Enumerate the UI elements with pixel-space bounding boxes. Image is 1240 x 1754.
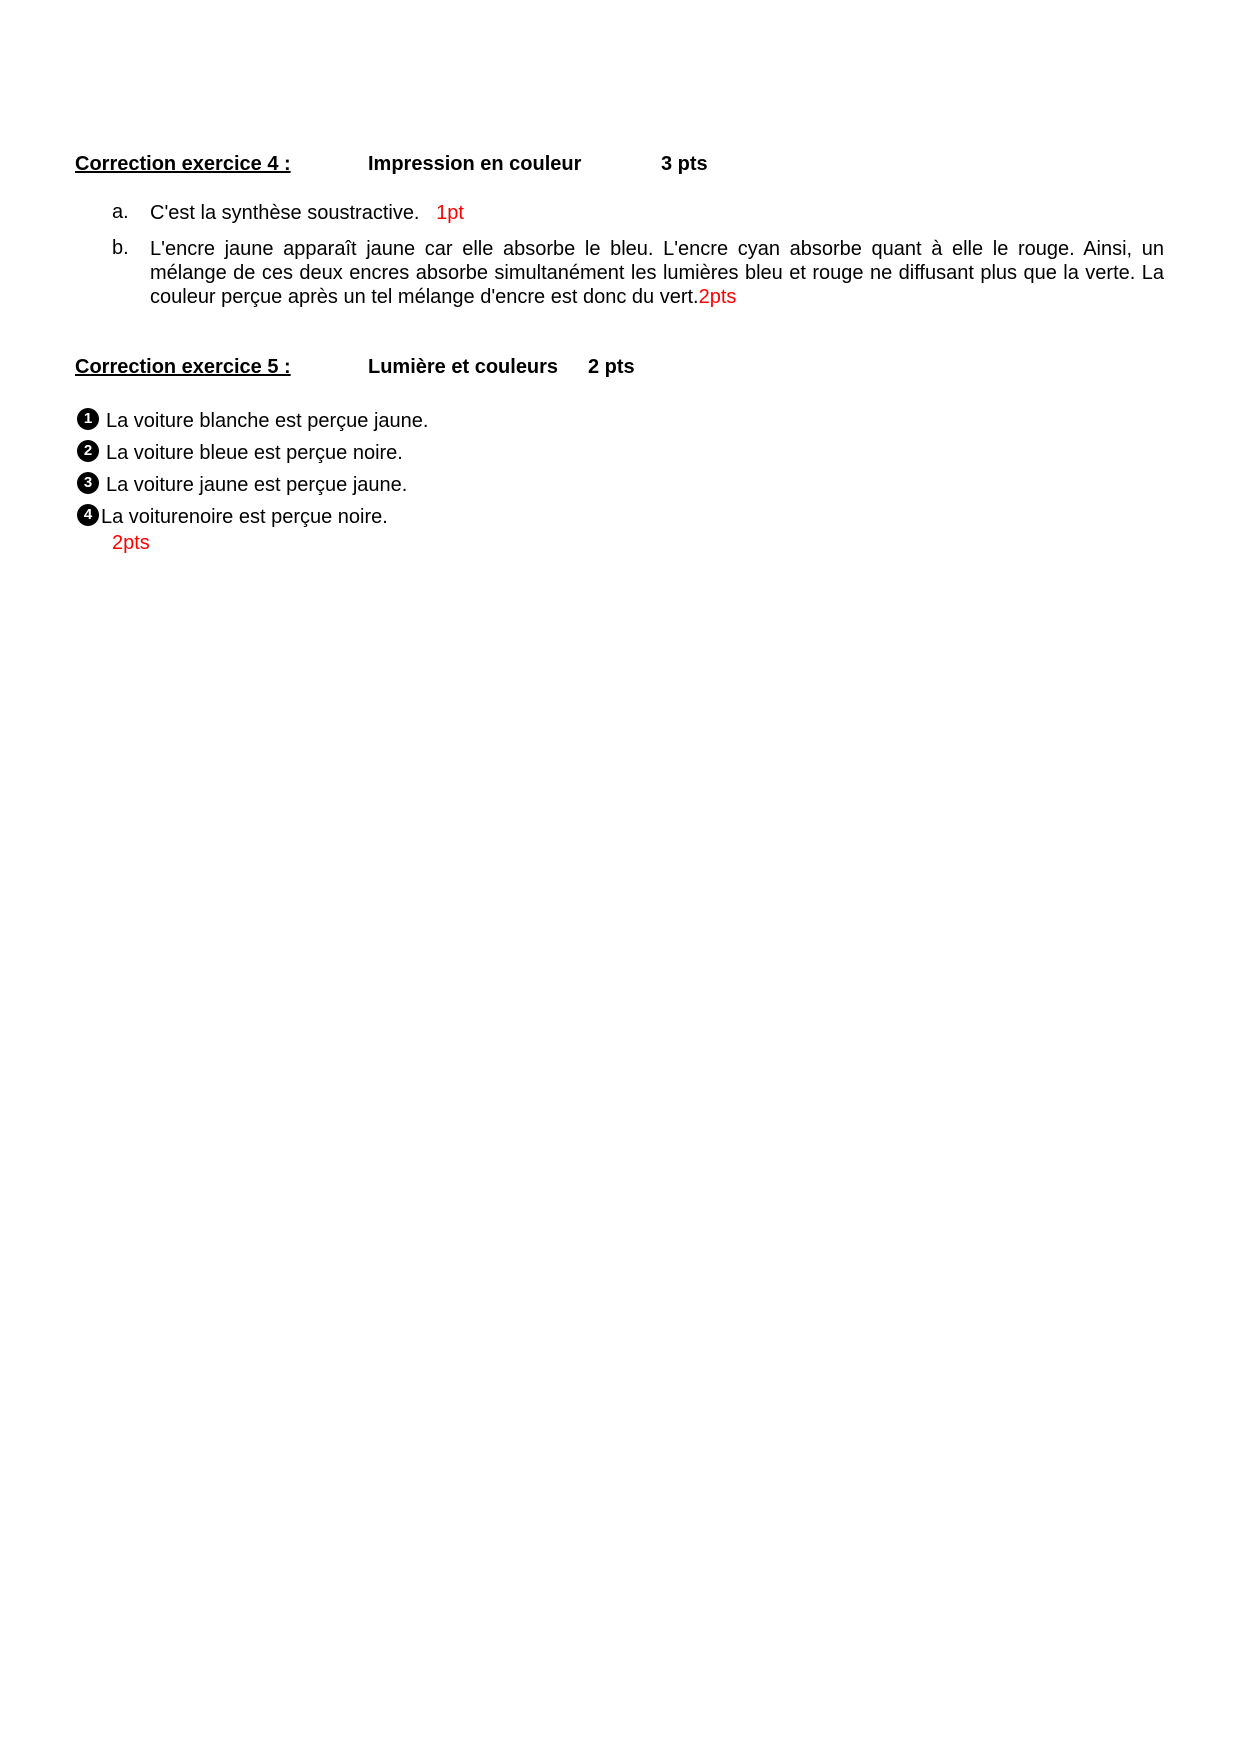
ex4-title: Correction exercice 4 : <box>75 153 291 175</box>
ex4-subject: Impression en couleur <box>368 153 582 175</box>
ex4-item-a-letter: a. <box>112 201 129 223</box>
ex5-score: 2pts <box>112 532 150 554</box>
ex4-item-a-score: 1pt <box>436 202 464 224</box>
ex5-item-3-text: La voiture jaune est perçue jaune. <box>106 474 408 496</box>
ex5-item-1-text: La voiture blanche est perçue jaune. <box>106 410 429 432</box>
ex5-subject: Lumière et couleurs <box>368 356 559 378</box>
ex5-item-2-text: La voiture bleue est perçue noire. <box>106 442 403 464</box>
number-3-icon: 3 <box>77 472 99 494</box>
number-4-icon: 4 <box>77 504 99 526</box>
ex4-points: 3 pts <box>661 153 708 175</box>
ex5-item-4-text: La voiturenoire est perçue noire. <box>101 506 388 528</box>
ex4-item-b-score: 2pts <box>698 286 737 308</box>
ex4-item-b-letter: b. <box>112 237 129 259</box>
ex4-item-a <box>150 201 1164 225</box>
number-1-icon: 1 <box>77 408 99 430</box>
ex4-item-b <box>150 237 1164 309</box>
ex4-item-b-text: L'encre jaune apparaît jaune car elle absorbe le bleu. L'encre cyan absorbe quant à elle le rouge. Ainsi, un mélange de ces deux encres absorbe simultanément les lumières bleu et rouge ne diffusant plus que la verte. La couleur perçue après un tel mélange d'encre est donc du vert. <box>150 238 1164 308</box>
ex4-item-a-text: C'est la synthèse soustractive. <box>150 202 420 224</box>
ex5-title: Correction exercice 5 : <box>75 356 291 378</box>
number-2-icon: 2 <box>77 440 99 462</box>
ex5-points: 2 pts <box>588 356 635 378</box>
